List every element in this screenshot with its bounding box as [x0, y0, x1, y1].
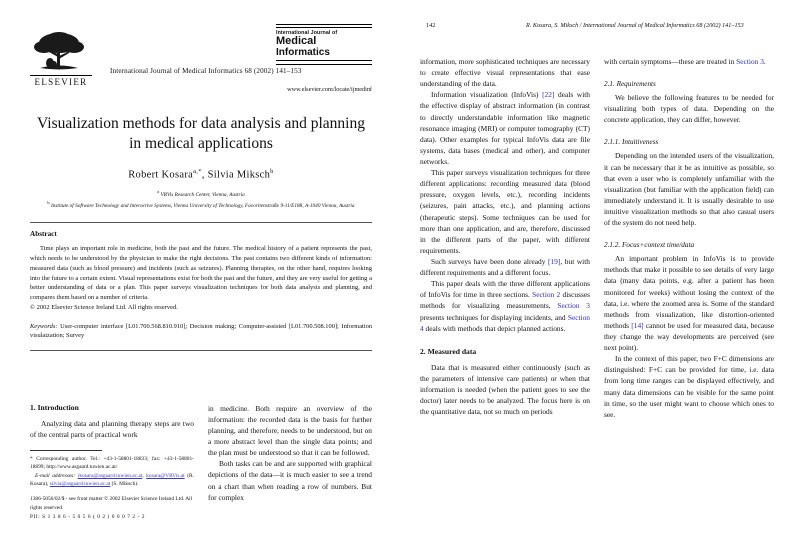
section-gap-211 — [604, 125, 774, 138]
affiliation-a-marker: a — [157, 189, 160, 195]
abstract-body — [30, 244, 372, 312]
issn-line: 1386-5056/02/$ - see front matter © 2002 Elsevier Science Ireland Ltd. All rights reserved. — [30, 496, 193, 512]
affiliation-a — [30, 189, 372, 199]
p142-l-4 — [420, 256, 590, 278]
p142-l-5-c: presents techniques for displaying incidents, and — [420, 312, 568, 322]
p142-r-4-b: cannot be used for measured data, because they change the way developments are perceived (see next point). — [604, 320, 774, 353]
p142-l-1: information, more sophisticated techniques are necessary to create effective visual representations that ease understanding of the data. — [420, 57, 590, 89]
p142-l-2-b: deals with the effective display of abstract information (in contrast to directly understandable information like magnetic resonance imaging (MRI) or computer tomography (CT) data). Other examples for typical InfoVis data are file systems, data bases (medical and other), and computer networks. — [420, 90, 590, 166]
journal-logo-line2: Medical — [276, 35, 317, 48]
p142-l-4-a: Such surveys have been done already — [431, 256, 549, 266]
page-142 — [400, 0, 800, 546]
page-141-right-column — [208, 361, 372, 522]
intro-paragraph-1: Analyzing data and planning therapy steps are two of the central parts of practical work — [30, 418, 194, 439]
section-link-4[interactable]: Section 4 — [420, 312, 590, 333]
author-1-name: Robert Kosara — [128, 169, 194, 181]
p142-l-5-d: deals with methods that depict planned actions. — [423, 323, 566, 333]
journal-web-url[interactable]: www.elsevier.com/locate/ijmedinf — [287, 86, 372, 93]
author-2-affil-marker: b — [270, 167, 274, 175]
column-spacer-2 — [208, 361, 372, 403]
section-gap — [420, 334, 590, 347]
abstract-heading: Abstract — [30, 230, 57, 239]
corresponding-author-marker[interactable]: * — [198, 167, 202, 175]
section-link-2[interactable]: Section 2 — [532, 290, 561, 300]
elsevier-tree-icon — [30, 30, 88, 74]
running-head — [426, 22, 774, 29]
section-heading-focus-context: 2.1.2. Focus+context time/data — [604, 241, 695, 250]
keywords — [30, 322, 372, 341]
journal-logo-line3: Informatics — [276, 46, 330, 58]
page-142-columns — [420, 56, 774, 420]
p142-l-4-b: , but with different requirements and a different focus. — [420, 256, 590, 278]
page-141-columns — [30, 361, 372, 522]
section-heading-introduction: 1. Introduction — [30, 402, 79, 412]
journal-logo-line1: International Journal of — [276, 30, 338, 37]
author-list — [30, 168, 372, 181]
affiliation-a-text: VRVis Research Center, Vienna, Austria — [160, 192, 245, 199]
citation-link-22[interactable]: [22] — [542, 90, 555, 100]
p142-r-1-a: with certain symptoms—these are treated in — [604, 57, 737, 66]
p142-l-2 — [420, 89, 590, 167]
section-link-3-b[interactable]: Section 3 — [736, 57, 764, 66]
email-sep-1: , — [142, 472, 144, 479]
abstract-divider-bottom — [30, 350, 372, 351]
p142-r-3: Depending on the intended users of the visualization, it can be necessary that it be as intuitive as possible, so that even a user who is completely unfamiliar with the visualization (but familiar with the application field) can immediately understand it. It is usually desirable to use intuitive visualization methods so that also casual users of the system do not need help. — [604, 151, 774, 228]
page-141-left-column — [30, 361, 194, 522]
section-gap-21 — [604, 67, 774, 80]
footnote-block — [30, 455, 194, 489]
citation-link-14[interactable]: [14] — [631, 320, 644, 330]
email-owner-1: (R. Kosara), — [30, 472, 194, 488]
page-number: 142 — [426, 22, 436, 29]
running-head-text: R. Kosara, S. Miksch / International Journal of Medical Informatics 68 (2002) 141–153 — [526, 22, 744, 29]
page-142-left-column — [420, 56, 590, 420]
p142-r-5: In the context of this paper, two F+C dimensions are distinguished: F+C can be provided for time, i.e. data from long time ranges can be displayed effectively, and many data dimensions can be visible for the same point in time, so the user might want to choose which ones to see. — [604, 354, 774, 419]
p142-l-3: This paper surveys visualization techniques for three different applications: recording measured data (blood pressure, oxygen levels, etc.), recording incidents (seizures, pain attacks, etc.), and planning actions (therapeutic steps). Some techniques can be used for more than one application, and are, therefore, discussed in the different parts of the paper, with different requirements. — [420, 168, 590, 255]
affiliation-b-text: Institute of Software Technology and Interactive Systems, Vienna University of Technology, Favoritenstraße 9-11/E188, A-1040 Vienna, Austria — [50, 202, 355, 209]
section-heading-measured-data: 2. Measured data — [420, 346, 477, 356]
logo-rule-bottom — [276, 60, 372, 64]
pii-line: PII: S 1 3 8 6 - 5 0 5 6 ( 0 2 ) 0 0 0 7 2 - 2 — [30, 513, 145, 520]
keywords-text: User-computer interface [L01.700.568.810.910]; Decision making; Computer-assisted [L01.700.508.100]; Information visulaization; Survey — [30, 322, 372, 340]
page-142-right-column — [604, 56, 774, 420]
intro-paragraph-2: in medicine. Both require an overview of the information: the recorded data is the basis for further planning, and therefore, needs to be understood, but on a more abstract level than the single data points; and the plan must be understood so that it can be followed. — [208, 403, 372, 458]
p142-l-5 — [420, 278, 590, 334]
affiliation-b — [30, 200, 372, 210]
section-gap-212 — [604, 228, 774, 241]
email-link-1[interactable]: rkosara@asgaard.tuwien.ac.at — [77, 472, 143, 479]
p142-l-2-a: Information visualization (InfoVis) — [431, 90, 543, 100]
intro-paragraph-3: Both tasks can be and are supported with graphical depictions of the data—it is much easier to see a trend on a chart than when reading a row of numbers. But for complex — [208, 459, 372, 502]
elsevier-wordmark: ELSEVIER — [30, 75, 92, 87]
section-heading-requirements: 2.1. Requirements — [604, 80, 656, 89]
footnote-rule — [30, 450, 102, 451]
issn-block — [30, 495, 194, 521]
p142-r-2: We believe the following features to be needed for visualizing both types of data. Depending on the concrete application, they can differ, however. — [604, 93, 774, 125]
logo-rule-top — [276, 24, 372, 28]
abstract-text: Time plays an important role in medicine, both the past and the future. The medical history of a patient represents the past, which needs to be understood by the physician to make the right decisions. The past contains two different kinds of information: measured data (such as blood pressure) and incidents (such as seizures). Planning therapies, on the other hand, requires looking into the future to a certain extent. Visual representations exist for both the past and the future, and they are very useful for getting a better understanding of data or a plan. This paper surveys visualization techniques for both data analysis and planning, and compares them based on a number of criteria. — [30, 245, 372, 302]
section-link-3[interactable]: Section 3 — [557, 301, 591, 311]
p142-r-1-b: . — [763, 57, 766, 66]
masthead — [30, 22, 372, 94]
p142-l-6: Data that is measured either continuously (such as the parameters of intensive care patients) or when that information is needed (when the patient goes to see the doctor) later needs to be analyzed. The focus here is on the quantitative data, not so much on periods — [420, 362, 590, 417]
p142-l-5-a: This paper deals with the three different applications of InfoVis for time in three sections. — [420, 279, 590, 300]
journal-logo — [276, 24, 372, 65]
p142-l-5-b: discusses methods for visualizing measurements, — [420, 290, 591, 311]
keywords-label: Keywords: — [30, 322, 58, 330]
section-heading-intuitiveness: 2.1.1. Intuitiveness — [604, 138, 659, 147]
footnote-emails — [30, 472, 194, 489]
abstract-divider-top — [30, 222, 372, 223]
email-link-3[interactable]: silvia@asgaard.tuwien.ac.at — [49, 481, 111, 488]
author-2-name: , Silvia Miksch — [201, 169, 271, 181]
column-spacer — [30, 361, 194, 403]
page-title: Visualization methods for data analysis and planning in medical applications — [37, 115, 365, 153]
citation-link-19[interactable]: [19] — [548, 256, 561, 266]
abstract-copyright: © 2002 Elsevier Science Ireland Ltd. All rights reserved. — [30, 303, 178, 311]
p142-r-4 — [604, 253, 774, 353]
email-owner-2: (S. Miksch). — [111, 481, 139, 488]
p142-r-1 — [604, 56, 774, 67]
elsevier-logo — [30, 30, 92, 87]
author-1-affil-marker: a, — [193, 167, 199, 175]
affiliation-b-marker: b — [47, 199, 50, 205]
email-link-2[interactable]: kosara@VRVis.at — [146, 472, 185, 479]
email-label: E-mail addresses: — [35, 472, 76, 479]
footnote-corresponding-author: * Corresponding author. Tel.: +43-1-58801-18833; fax: +43-1-58801-18899; http://www.asgaard.tuwien.ac.at/ — [30, 455, 194, 471]
affiliations — [30, 189, 372, 210]
p142-r-4-a: An important problem in InfoVis is to provide methods that make it possible to see details of very large data (many data points, e.g. after a patient has been monitored for weeks) without losing the context of the data, i.e. where the zoomed area is. Some of the standard methods from visualization, like distortion-oriented methods — [604, 254, 774, 330]
journal-citation: International Journal of Medical Informatics 68 (2002) 141–153 — [110, 67, 302, 75]
